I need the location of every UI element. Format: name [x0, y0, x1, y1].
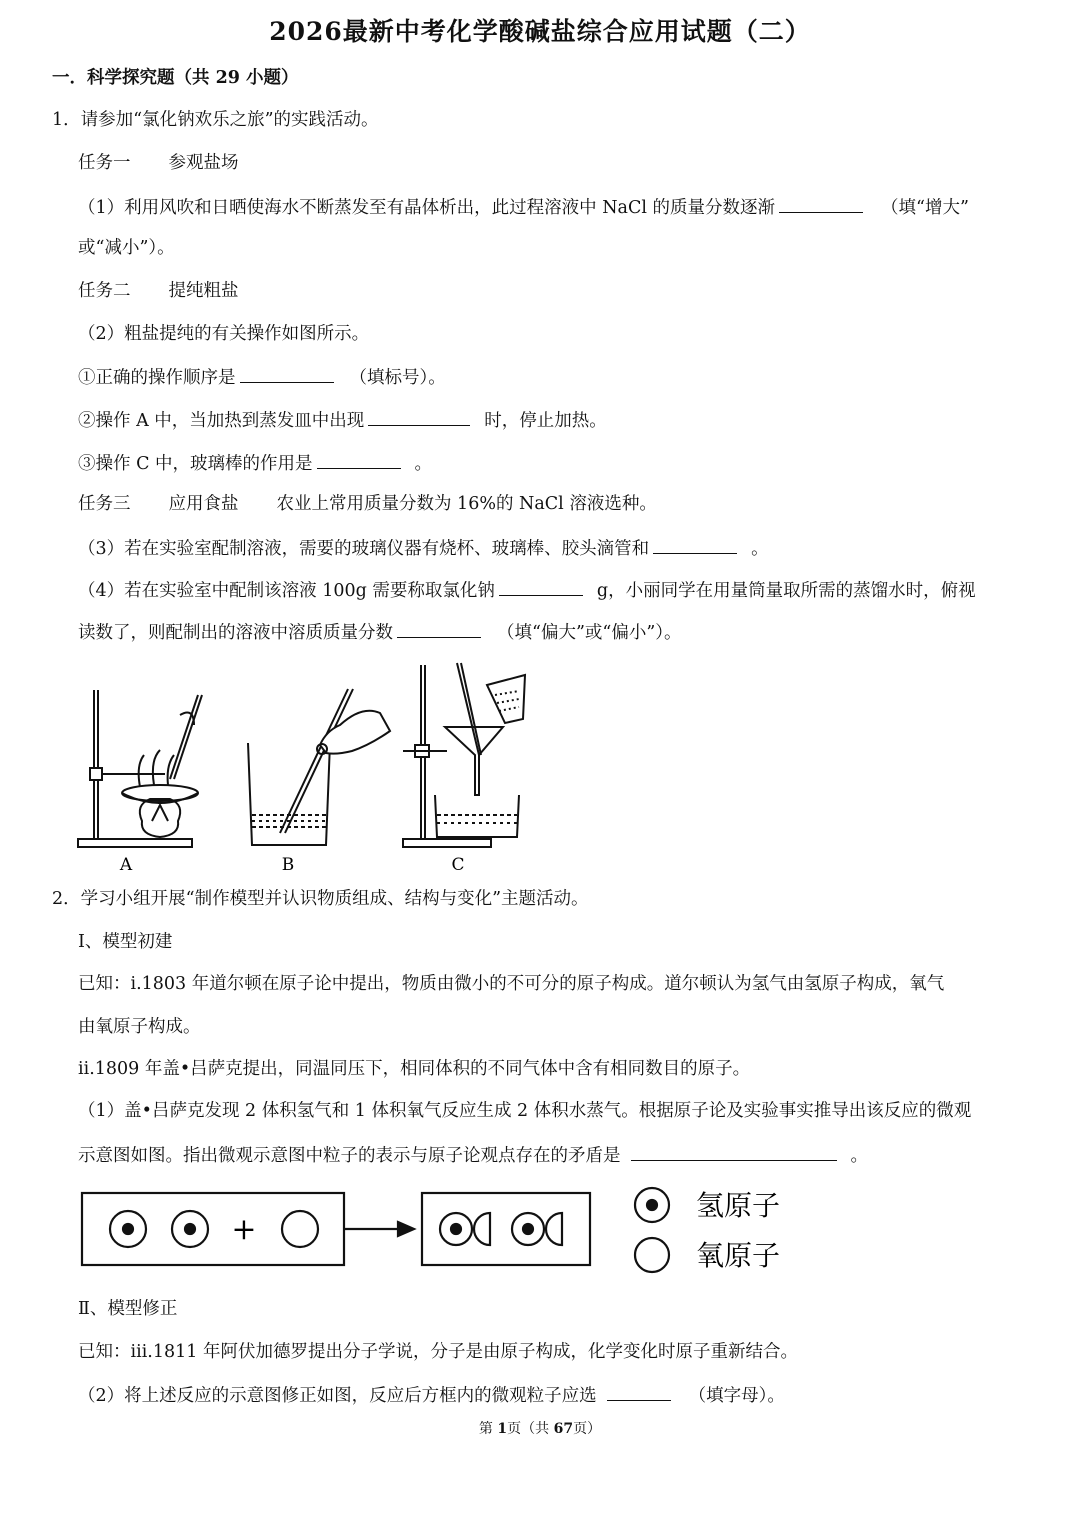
q1-task2: [78, 279, 239, 303]
answer-blank[interactable]: [397, 619, 481, 638]
figure-label-a: A: [119, 855, 133, 875]
q1-p4-hint: （填“偏大”或“偏小”）。: [497, 623, 682, 643]
q1-p3-hint: 。: [751, 539, 769, 559]
q2-p2: [78, 1382, 785, 1408]
figure-label-b: B: [281, 855, 295, 875]
answer-blank[interactable]: [317, 450, 401, 469]
task2-name: 提纯粗盐: [168, 281, 239, 301]
footer-mid: 页（共: [507, 1421, 554, 1437]
q2-known1: 已知：ⅰ.1803 年道尔顿在原子论中提出，物质由微小的不可分的原子构成。道尔顿认为氢气由氢原子构成，氧气: [78, 974, 945, 994]
q1-p2-3-hint: 。: [414, 454, 433, 474]
page-number: 1: [497, 1421, 508, 1437]
q1-p4-text3: 读数了，则配制出的溶液中溶质质量分数: [78, 623, 393, 643]
q1-p3-text: （3）若在实验室配制溶液，需要的玻璃仪器有烧杯、玻璃棒、胶头滴管和: [78, 539, 650, 559]
lab-figure: [70, 655, 550, 875]
q1-task3: [78, 492, 657, 516]
q1-p2: （2）粗盐提纯的有关操作如图所示。: [78, 324, 370, 344]
beaker-stirring: [248, 689, 390, 845]
task3-name: 应用食盐: [168, 494, 239, 514]
legend-hydrogen-label: 氢原子: [696, 1189, 781, 1222]
page-footer: [0, 1418, 1080, 1438]
q1-p1-line: [78, 194, 969, 220]
q1-p4-cont: [78, 619, 682, 645]
answer-blank[interactable]: [653, 535, 737, 554]
q1-p4-text2: g，小丽同学在用量筒量取所需的蒸馏水时，俯视: [596, 581, 976, 601]
footer-suffix: 页）: [573, 1421, 602, 1437]
answer-blank[interactable]: [631, 1142, 837, 1161]
reaction-diagram: [78, 1183, 798, 1283]
q2-p1-end: 。: [850, 1146, 868, 1166]
q1-p2-3: [78, 450, 432, 476]
q1-p2-3-text: ③操作 C 中，玻璃棒的作用是: [78, 454, 313, 474]
q1-p4: [78, 577, 976, 603]
task1-label: 任务一: [78, 153, 131, 173]
q1-p1-cont: 或“减小”）。: [78, 238, 175, 258]
q1-p2-1-text: ①正确的操作顺序是: [78, 368, 236, 388]
q2-p2-hint: （填字母）。: [688, 1386, 785, 1406]
q1-p4-text: （4）若在实验室中配制该溶液 100g 需要称取氯化钠: [78, 581, 495, 601]
q1-p2-2-hint: 时，停止加热。: [484, 411, 607, 431]
q1-intro: 1．请参加“氯化钠欢乐之旅”的实践活动。: [52, 110, 379, 130]
task1-name: 参观盐场: [168, 153, 239, 173]
q2-known1-cont: 由氧原子构成。: [78, 1017, 201, 1037]
q2-p1-text: 示意图如图。指出微观示意图中粒子的表示与原子论观点存在的矛盾是: [78, 1146, 621, 1166]
q2-part1: Ⅰ、模型初建: [78, 932, 173, 952]
q1-p2-2-text: ②操作 A 中，当加热到蒸发皿中出现: [78, 411, 365, 431]
evaporation-apparatus: [78, 690, 202, 847]
q1-p2-1: [78, 364, 446, 390]
page-total: 67: [553, 1421, 574, 1437]
plus-sign: +: [231, 1212, 257, 1247]
q2-p1: （1）盖•吕萨克发现 2 体积氢气和 1 体积氧气反应生成 2 体积水蒸气。根据原子论及实验事实推导出该反应的微观: [78, 1101, 972, 1121]
task3-text: 农业上常用质量分数为 16%的 NaCl 溶液选种。: [276, 494, 657, 514]
q2-known3: 已知：ⅲ.1811 年阿伏加德罗提出分子学说，分子是由原子构成，化学变化时原子重新结合。: [78, 1342, 798, 1362]
footer-prefix: 第: [478, 1421, 498, 1437]
q2-known2: ⅱ.1809 年盖•吕萨克提出，同温同压下，相同体积的不同气体中含有相同数目的原子。: [78, 1059, 751, 1079]
task2-label: 任务二: [78, 281, 131, 301]
q1-task1: [78, 151, 239, 175]
answer-blank[interactable]: [368, 407, 470, 426]
q1-p1-text: （1）利用风吹和日晒使海水不断蒸发至有晶体析出，此过程溶液中 NaCl 的质量分数逐渐: [78, 198, 775, 218]
figure-label-c: C: [451, 855, 465, 875]
q2-p2-text: （2）将上述反应的示意图修正如图，反应后方框内的微观粒子应选: [78, 1386, 597, 1406]
q1-p2-1-hint: （填标号）。: [349, 368, 446, 388]
section-heading: 一．科学探究题（共 29 小题）: [52, 68, 299, 88]
answer-blank[interactable]: [607, 1382, 671, 1401]
answer-blank[interactable]: [499, 577, 583, 596]
q1-p1-hint: （填“增大”: [881, 198, 969, 218]
q2-intro: 2．学习小组开展“制作模型并认识物质组成、结构与变化”主题活动。: [52, 889, 589, 909]
q1-p2-2: [78, 407, 607, 433]
filtration-apparatus: [403, 663, 525, 847]
q2-part2: Ⅱ、模型修正: [78, 1299, 178, 1319]
answer-blank[interactable]: [240, 364, 334, 383]
answer-blank[interactable]: [779, 194, 863, 213]
q1-p3: [78, 535, 769, 561]
q2-p1-cont: [78, 1142, 868, 1168]
document-title: 2026最新中考化学酸碱盐综合应用试题（二）: [269, 17, 811, 46]
task3-label: 任务三: [78, 494, 131, 514]
legend-oxygen-label: 氧原子: [696, 1239, 781, 1272]
